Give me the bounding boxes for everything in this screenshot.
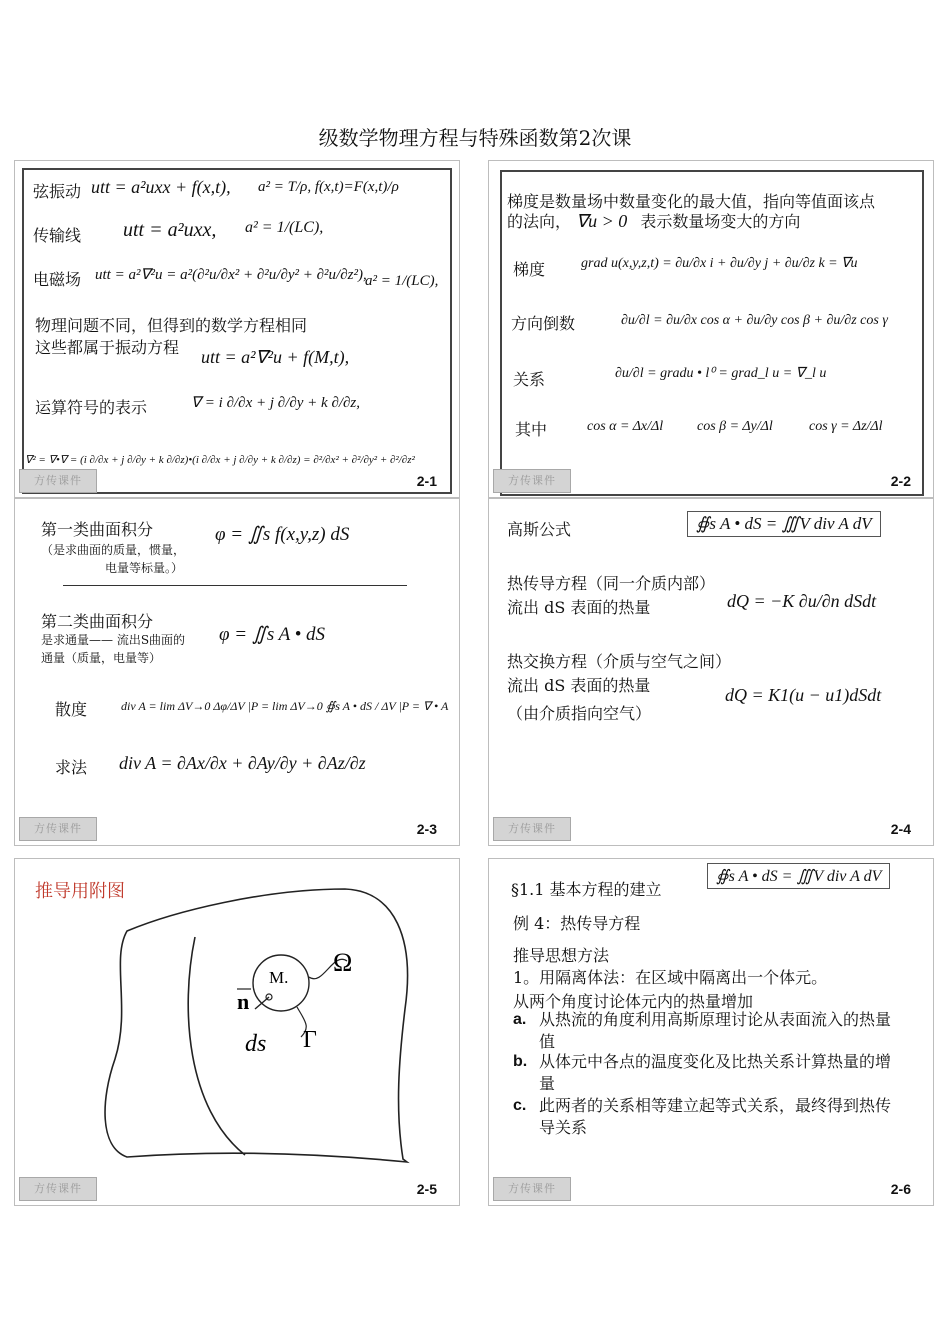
label-electromagnetic: 电磁场	[33, 270, 82, 289]
slide-number: 2-1	[416, 473, 437, 489]
list-item-b	[513, 1051, 903, 1095]
fig-label-gamma: Γ	[303, 1027, 317, 1053]
slide-badge: 方传课件	[19, 1177, 97, 1201]
eq-heat-exchange: dQ = K1(u − u1)dSdt	[725, 685, 882, 705]
slide-badge: 方传课件	[493, 817, 571, 841]
slide-2-1	[14, 160, 460, 498]
divider	[63, 585, 407, 586]
note-second-1: 是求通量—— 流出S曲面的	[41, 633, 186, 647]
heading-derivation-figure: 推导用附图	[35, 881, 125, 902]
slide-number: 2-2	[890, 473, 911, 489]
eq-em-params: a² = 1/(LC),	[365, 273, 439, 289]
text-normal-suffix: 表示数量场变大的方向	[640, 212, 801, 231]
eq-heat-conduction: dQ = −K ∂u/∂n dSdt	[727, 591, 877, 611]
label-gauss-formula: 高斯公式	[507, 520, 572, 539]
step-1: 1。用隔离体法：在区域中隔离出一个体元。	[513, 968, 828, 987]
eq-directional-derivative: ∂u/∂l = ∂u/∂x cos α + ∂u/∂y cos β + ∂u/∂z cos γ	[621, 313, 888, 328]
note-first-2: 电量等标量。）	[105, 561, 184, 575]
eq-cos-gamma: cos γ = Δz/Δl	[809, 419, 883, 434]
text-heat-exchange: 热交换方程（介质与空气之间）	[507, 652, 732, 671]
fig-label-ds: ds	[245, 1031, 267, 1057]
eq-second-surface-integral: φ = ∬s A • dS	[219, 624, 326, 645]
list-text-a: 从热流的角度利用高斯原理讨论从表面流入的热量值	[539, 1010, 892, 1051]
list-text-b: 从体元中各点的温度变化及比热关系计算热量的增量	[539, 1052, 892, 1093]
text-heat-outflow-2: 流出 dS 表面的热量	[507, 676, 651, 695]
region-outline	[105, 889, 407, 1162]
text-same-equation: 物理问题不同，但得到的数学方程相同	[35, 316, 308, 335]
list-text-c: 此两者的关系相等建立起等式关系，最终得到热传导关系	[539, 1096, 892, 1137]
derivation-figure	[15, 859, 460, 1206]
label-calculation: 求法	[55, 758, 88, 777]
list-item-c	[513, 1095, 903, 1139]
slide-number: 2-6	[890, 1181, 911, 1197]
eq-cos-beta: cos β = Δy/Δl	[697, 419, 773, 434]
eq-string-vibration: utt = a²uxx + f(x,t),	[91, 177, 231, 197]
fig-label-n: n	[237, 989, 250, 1014]
slide-badge: 方传课件	[19, 817, 97, 841]
eq-gradient: grad u(x,y,z,t) = ∂u/∂x i + ∂u/∂y j + ∂u/∂z k = ∇u	[581, 256, 858, 271]
note-first-1: （是求曲面的质量，惯量，	[41, 543, 186, 557]
text-heat-conduction: 热传导方程（同一介质内部）	[507, 574, 716, 593]
slide-number: 2-3	[416, 821, 437, 837]
eq-first-surface-integral: φ = ∬s f(x,y,z) dS	[215, 524, 350, 545]
list-marker-b: b.	[513, 1053, 528, 1070]
slide-badge: 方传课件	[493, 1177, 571, 1201]
text-heat-direction: （由介质指向空气）	[507, 704, 652, 723]
slide-2-6	[488, 858, 934, 1206]
eq-transmission-params: a² = 1/(LC),	[245, 219, 324, 236]
eq-cos-alpha: cos α = Δx/Δl	[587, 419, 664, 434]
slide-2-2	[488, 160, 934, 498]
eq-gauss-formula: ∯s A • dS = ∭V div A dV	[687, 511, 881, 537]
text-vibration-equation: 这些都属于振动方程	[35, 338, 180, 357]
label-second-surface-integral: 第二类曲面积分	[41, 612, 154, 631]
eq-transmission-line: utt = a²uxx,	[123, 219, 217, 241]
eq-relation: ∂u/∂l = gradu • l⁰ = grad_l u = ∇_l u	[615, 366, 827, 381]
label-transmission-line: 传输线	[33, 226, 82, 245]
slide-2-5	[14, 858, 460, 1206]
text-gradient-definition: 梯度是数量场中数量变化的最大值，指向等值面该点	[507, 192, 876, 211]
label-string-vibration: 弦振动	[33, 182, 82, 201]
eq-electromagnetic: utt = a²∇²u = a²(∂²u/∂x² + ∂²u/∂y² + ∂²u/∂z²),	[95, 267, 367, 283]
page-title: 级数学物理方程与特殊函数第2次课	[318, 126, 632, 150]
eq-nabla: ∇ = i ∂/∂x + j ∂/∂y + k ∂/∂z,	[191, 395, 361, 411]
slide-badge: 方传课件	[493, 469, 571, 493]
eq-laplacian: ∇² = ∇•∇ = (i ∂/∂x + j ∂/∂y + k ∂/∂z)•(i ∂/∂x + j ∂/∂y + k ∂/∂z) = ∂²/∂x² + ∂²/∂y² + ∂²/∂z²	[25, 454, 415, 466]
eq-divergence-calculation: div A = ∂Ax/∂x + ∂Ay/∂y + ∂Az/∂z	[119, 753, 366, 773]
eq-grad-positive: ∇u > 0	[576, 211, 628, 231]
eq-divergence: div A = lim ΔV→0 Δφ/ΔV |P = lim ΔV→0 ∯s A • dS / ΔV |P = ∇ • A	[121, 699, 449, 713]
slide-2-4	[488, 498, 934, 846]
example-heading: 例 4：热传导方程	[513, 914, 641, 933]
label-gradient: 梯度	[513, 260, 546, 279]
slide-number: 2-5	[416, 1181, 437, 1197]
idea-heading: 推导思想方法	[513, 946, 610, 965]
label-where: 其中	[515, 420, 548, 439]
fig-label-M: M.	[269, 968, 289, 987]
label-first-surface-integral: 第一类曲面积分	[41, 520, 154, 539]
label-directional-derivative: 方向倒数	[511, 314, 576, 333]
section-heading: §1.1 基本方程的建立	[511, 880, 662, 899]
text-gradient-normal	[507, 209, 800, 232]
eq-general-vibration: utt = a²∇²u + f(M,t),	[201, 347, 350, 367]
slide-2-3	[14, 498, 460, 846]
text-normal-prefix: 的法向，	[507, 212, 572, 231]
eq-gauss-formula: ∯s A • dS = ∭V div A dV	[707, 863, 890, 889]
label-relation: 关系	[513, 370, 546, 389]
slide-badge: 方传课件	[19, 469, 97, 493]
two-angles: 从两个角度讨论体元内的热量增加	[513, 992, 754, 1011]
label-operator: 运算符号的表示	[35, 398, 148, 417]
label-divergence: 散度	[55, 700, 88, 719]
eq-string-params: a² = T/ρ, f(x,t)=F(x,t)/ρ	[258, 179, 399, 195]
list-item-a	[513, 1009, 903, 1053]
fig-label-omega: Ω	[333, 948, 353, 977]
list-marker-c: c.	[513, 1097, 527, 1114]
list-marker-a: a.	[513, 1011, 527, 1028]
slide-number: 2-4	[890, 821, 911, 837]
note-second-2: 通量（质量，电量等）	[41, 651, 162, 665]
inner-boundary	[188, 937, 245, 1155]
text-heat-outflow-1: 流出 dS 表面的热量	[507, 598, 651, 617]
